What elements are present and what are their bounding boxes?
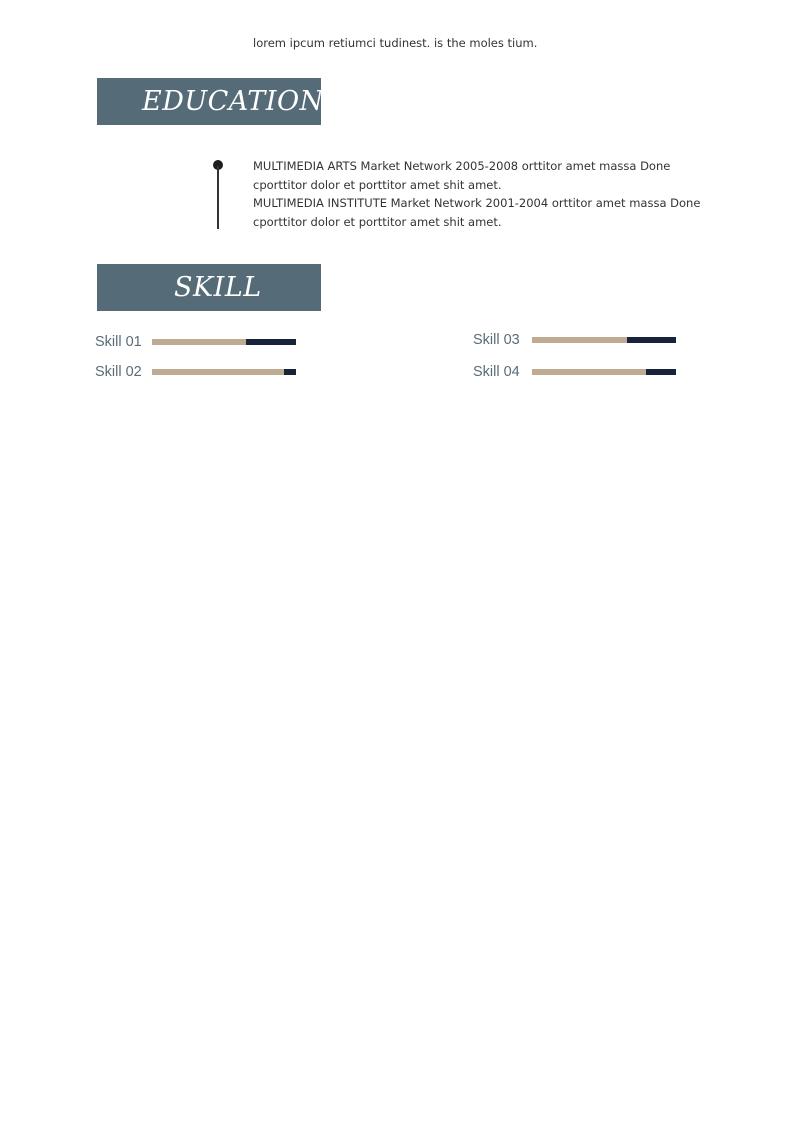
education-entry-1-line-2: cporttitor dolor et porttitor amet shit amet. [253, 177, 502, 192]
skill-bar-fill [152, 339, 246, 345]
education-entries [253, 157, 713, 231]
skill-label: Skill 02 [95, 364, 142, 380]
education-entry-1-line-1: MULTIMEDIA ARTS Market Network 2005-2008 orttitor amet massa Done [253, 159, 671, 173]
education-entry-2-line-1: MULTIMEDIA INSTITUTE Market Network 2001-2004 orttitor amet massa Done [253, 196, 701, 210]
skill-bar-fill [532, 369, 646, 375]
skill-bar [532, 337, 676, 343]
skill-label: Skill 03 [473, 332, 520, 348]
skill-bar [152, 339, 296, 345]
skill-bar-fill [532, 337, 627, 343]
skill-bar-fill [152, 369, 284, 375]
skill-row-04 [473, 362, 683, 382]
timeline-line [217, 166, 219, 229]
education-section-header: EDUCATION [97, 78, 321, 125]
skill-row-02 [95, 362, 300, 382]
intro-text: lorem ipcum retiumci tudinest. is the moles tium. [253, 36, 538, 50]
skill-row-03 [473, 330, 683, 350]
skill-bar [532, 369, 676, 375]
skill-row-01 [95, 332, 300, 352]
skill-bar [152, 369, 296, 375]
skill-label: Skill 01 [95, 334, 142, 350]
education-entry-2-line-2: cporttitor dolor et porttitor amet shit amet. [253, 214, 502, 229]
skill-section-header: SKILL [97, 264, 321, 311]
skill-label: Skill 04 [473, 364, 520, 380]
